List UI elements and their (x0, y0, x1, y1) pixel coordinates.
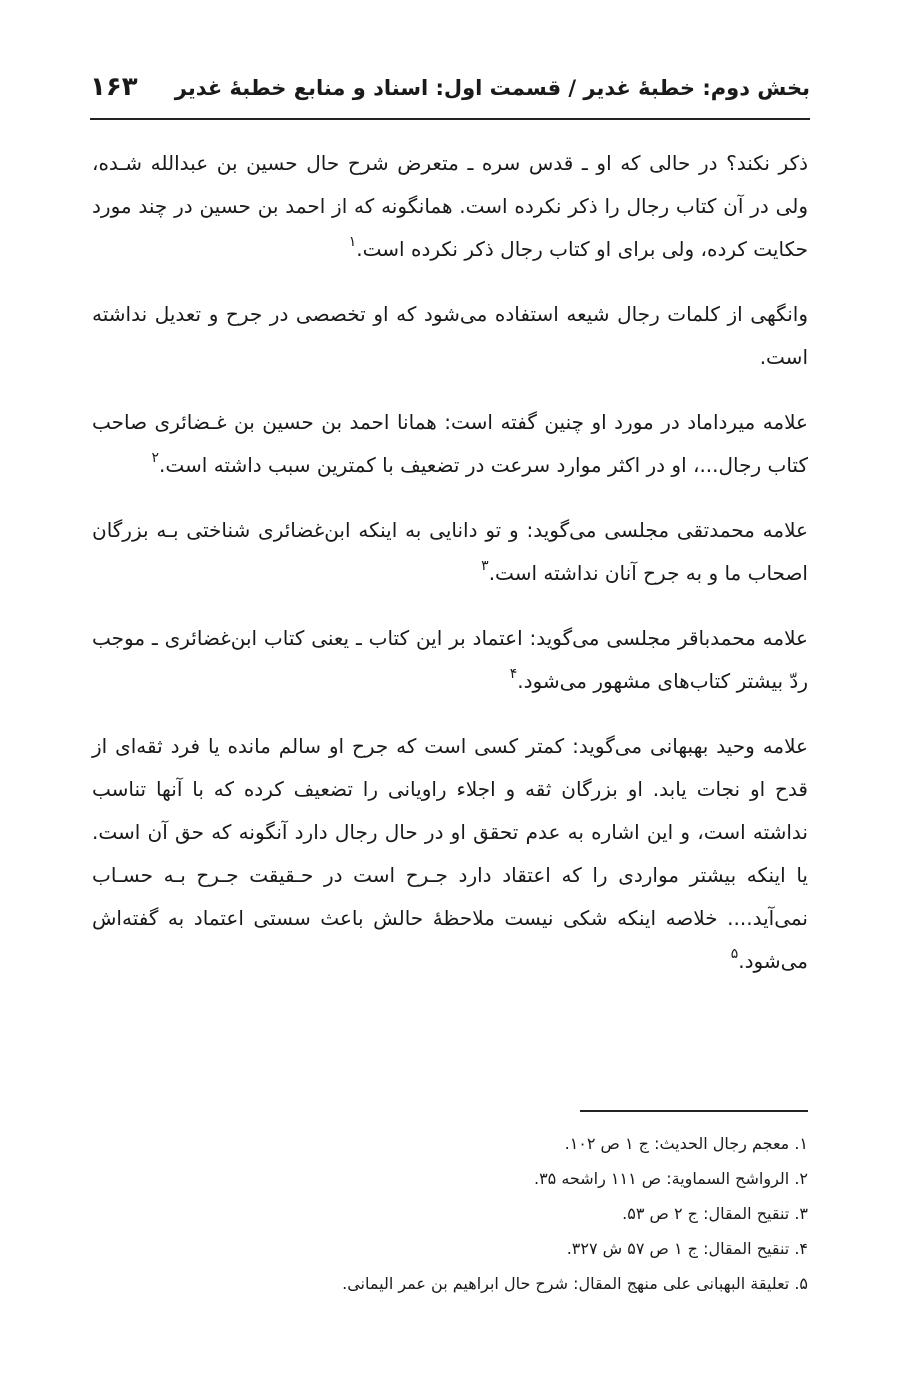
footnote-4: ۴. تنقیح المقال: ج ۱ ص ۵۷ ش ۳۲۷. (566, 1239, 808, 1258)
footnote-2: ۲. الرواشح السماویة: ص ۱۱۱ راشحه ۳۵. (533, 1169, 808, 1188)
running-header (90, 70, 810, 118)
header-title: بخش دوم: خطبهٔ غدیر / قسمت اول: اسناد و منابع خطبهٔ غدیر (174, 76, 810, 100)
footnote-marker[interactable]: ۴ (509, 666, 518, 683)
footnote-marker[interactable]: ۱ (348, 234, 357, 251)
footnote-marker[interactable]: ۳ (481, 558, 489, 575)
paragraph-5 (92, 617, 808, 703)
footnote-marker[interactable]: ۵ (730, 946, 739, 963)
footnote-1: ۱. معجم رجال الحدیث: ج ۱ ص ۱۰۲. (564, 1134, 808, 1153)
paragraph-text: علامه محمدباقر مجلسی می‌گوید: اعتماد بر این کتاب ـ یعنی کتاب ابن‌غضائری ـ موجب ردّ بیشتر کتاب‌های مشهور می‌شود. (92, 626, 808, 693)
paragraph-text: علامه وحید بهبهانی می‌گوید: کمتر کسی است که جرح او سالم مانده یا فرد ثقه‌ای از قدح او نجات یابد. او بزرگان ثقه و اجلاء راویانی را تضعیف کرده که با آنها تناسب نداشته است، و این اشاره به عدم تحقق او در حال رجال دارد آنگونه که حق آن است. یا اینکه بیشتر مواردی را که اعتقاد دارد جـرح است در حـقیقت جـرح بـه حسـاب نمی‌آید.... خلاصه اینکه شکی نیست ملاحظهٔ حالش باعث سستی اعتماد به گفته‌اش می‌شود. (92, 734, 808, 973)
paragraph-1 (92, 142, 808, 271)
paragraph-4 (92, 509, 808, 595)
page-number: ۱۶۳ (90, 72, 138, 102)
footnote-3: ۳. تنقیح المقال: ج ۲ ص ۵۳. (622, 1204, 808, 1223)
header-divider (90, 118, 810, 120)
paragraph-2 (92, 293, 808, 379)
footnote-divider (580, 1110, 808, 1112)
footnote-5: ۵. تعلیقة البهبانی علی منهج المقال: شرح حال ابراهیم بن عمر الیمانی. (342, 1274, 808, 1293)
footnote-marker[interactable]: ۲ (151, 450, 160, 467)
paragraph-text: علامه میرداماد در مورد او چنین گفته است: همانا احمد بن حسین بن غـضائری صاحب کتاب رجال...، او در اکثر موارد سرعت در تضعیف با کمترین سبب داشته است. (92, 410, 808, 477)
paragraph-3 (92, 401, 808, 487)
paragraph-text: ذکر نکند؟ در حالی که او ـ قدس سره ـ متعرض شرح حال حسین بن عبدالله شـده، ولی در آن کتاب رجال را ذکر نکرده است. همانگونه که از احمد بن حسین در چند مورد حکایت کرده، ولی برای او کتاب رجال ذکر نکرده است. (92, 151, 808, 261)
footnotes (90, 1126, 808, 1301)
paragraph-text: علامه محمدتقی مجلسی می‌گوید: و تو دانایی به اینکه ابن‌غضائری شناختی بـه بزرگان اصحاب ما و به جرح آنان نداشته است. (92, 518, 808, 585)
paragraph-text: وانگهی از کلمات رجال شیعه استفاده می‌شود که او تخصصی در جرح و تعدیل نداشته است. (92, 302, 808, 369)
paragraph-6 (92, 725, 808, 983)
body-text (92, 142, 808, 1005)
